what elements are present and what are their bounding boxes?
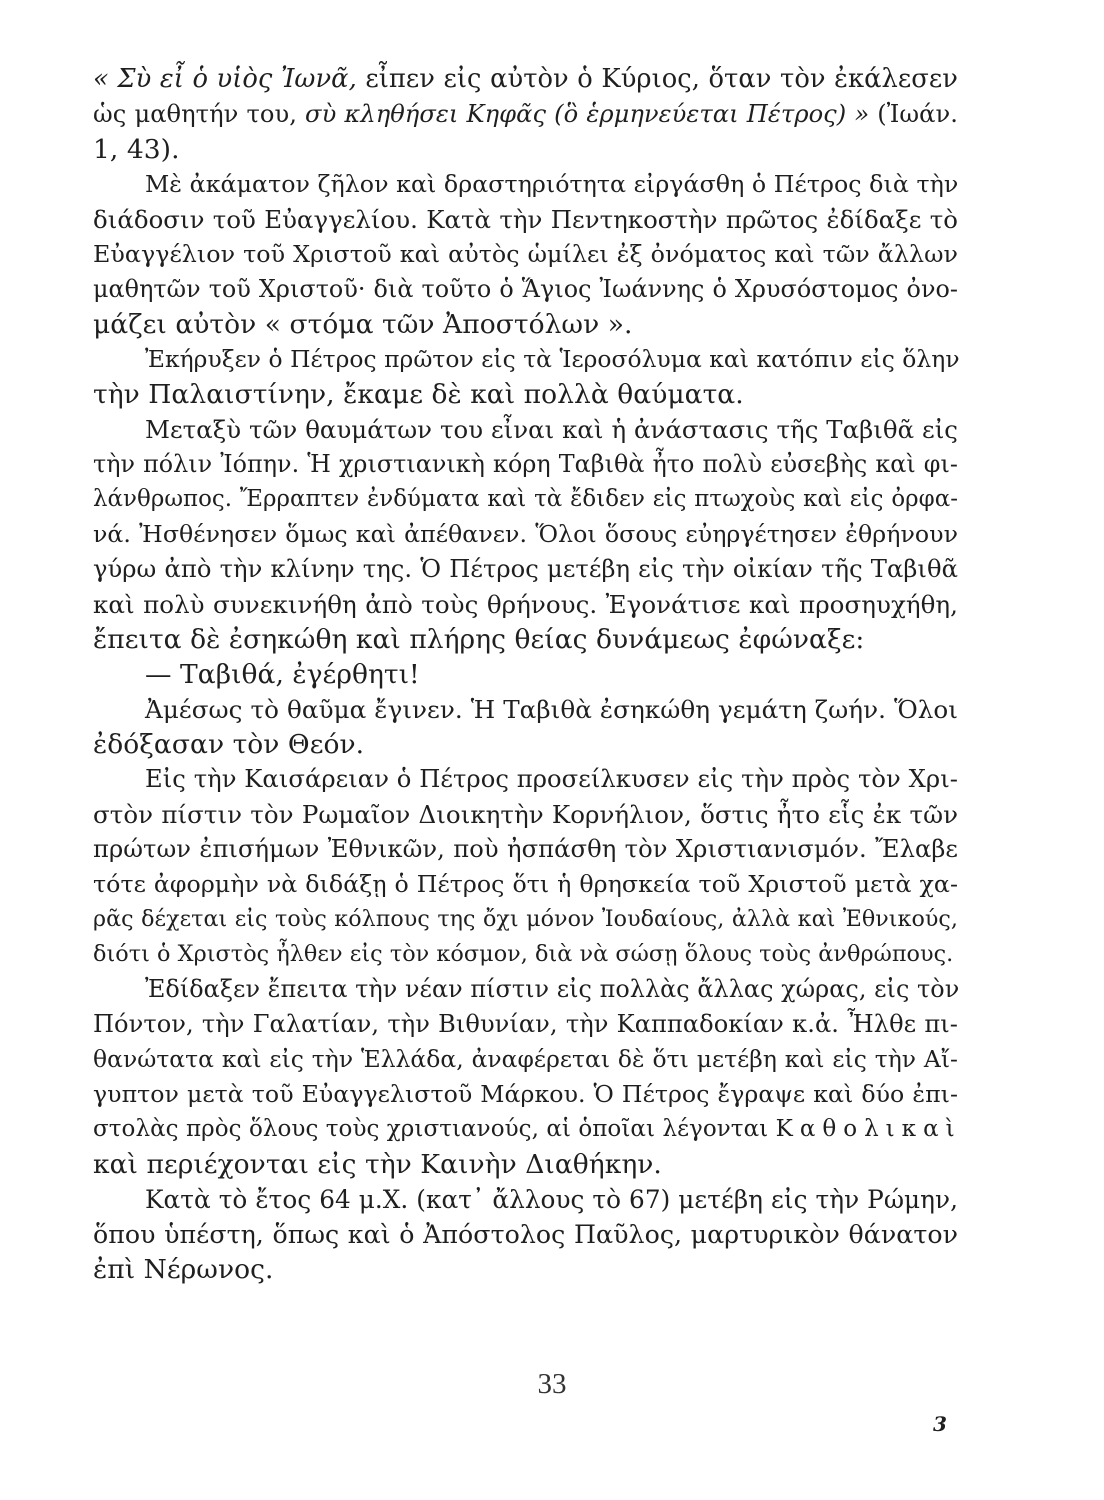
page-number: 33 bbox=[537, 1368, 567, 1400]
text-line: τὴν Παλαιστίνην, ἔκαμε δὲ καὶ πολλὰ θαύματα. bbox=[93, 379, 744, 410]
text-line: Κατὰ τὸ ἔτος 64 μ.Χ. (κατ᾽ ἄλλους τὸ 67) μετέβη εἰς τὴν Ρώμην, bbox=[145, 1185, 958, 1214]
text-line: τὴν πόλιν Ἰόπην. Ἡ χριστιανικὴ κόρη Ταβιθὰ ἦτο πολὺ εὐσεβὴς καὶ φι- bbox=[93, 450, 958, 478]
signature-mark: 3 bbox=[933, 1412, 947, 1436]
text-line: Εἰς τὴν Καισάρειαν ὁ Πέτρος προσείλκυσεν εἰς τὴν πρὸς τὸν Χρι- bbox=[145, 765, 958, 793]
text-line: ἐπὶ Νέρωνος. bbox=[93, 1254, 274, 1285]
text-line: διότι ὁ Χριστὸς ἦλθεν εἰς τὸν κόσμον, διὰ νὰ σώσῃ ὅλους τοὺς ἀνθρώπους. bbox=[93, 941, 954, 967]
italic-text: « Σὺ εἶ ὁ υἱὸς Ἰωνᾶ, bbox=[93, 64, 357, 94]
paragraph bbox=[93, 1182, 958, 1287]
text-line: καὶ περιέχονται εἰς τὴν Καινὴν Διαθήκην. bbox=[93, 1149, 662, 1180]
text-line: στὸν πίστιν τὸν Ρωμαῖον Διοικητὴν Κορνήλιον, ὅστις ἦτο εἷς ἐκ τῶν bbox=[93, 800, 958, 829]
text-line: — Ταβιθά, ἐγέρθητι! bbox=[145, 659, 420, 690]
text-line: Πόντον, τὴν Γαλατίαν, τὴν Βιθυνίαν, τὴν Καππαδοκίαν κ.ἀ. Ἦλθε πι- bbox=[93, 1010, 958, 1038]
text-span: ὡς μαθητήν του, bbox=[93, 100, 306, 128]
text-span: εἶπεν εἰς αὐτὸν ὁ Κύριος, ὅταν τὸν ἐκάλεσεν bbox=[356, 64, 958, 94]
text-line: Μεταξὺ τῶν θαυμάτων του εἶναι καὶ ἡ ἀνάστασις τῆς Ταβιθᾶ εἰς bbox=[145, 415, 958, 444]
text-span: στολὰς πρὸς ὅλους τοὺς χριστιανούς, αἱ ὁποῖαι λέγονται bbox=[93, 1116, 776, 1142]
text-line: πρώτων ἐπισήμων Ἐθνικῶν, ποὺ ἠσπάσθη τὸν Χριστιανισμόν. Ἔλαβε bbox=[93, 835, 958, 863]
text-line: Ἀμέσως τὸ θαῦμα ἔγινεν. Ἡ Ταβιθὰ ἐσηκώθη γεμάτη ζωήν. Ὅλοι bbox=[145, 695, 958, 724]
page-body bbox=[93, 62, 962, 1287]
spaced-text: Καθολικαὶ bbox=[775, 1116, 962, 1142]
text-line: μάζει αὐτὸν « στόμα τῶν Ἀποστόλων ». bbox=[93, 309, 633, 340]
text-line: γυπτον μετὰ τοῦ Εὐαγγελιστοῦ Μάρκου. Ὁ Πέτρος ἔγραψε καὶ δύο ἐπι- bbox=[93, 1080, 958, 1108]
text-line: διάδοσιν τοῦ Εὐαγγελίου. Κατὰ τὴν Πεντηκοστὴν πρῶτος ἐδίδαξε τὸ bbox=[93, 205, 958, 234]
text-line: νά. Ἠσθένησεν ὅμως καὶ ἀπέθανεν. Ὅλοι ὅσους εὐηργέτησεν ἐθρήνουν bbox=[93, 520, 958, 548]
text-line: ὅπου ὑπέστη, ὅπως καὶ ὁ Ἀπόστολος Παῦλος, μαρτυρικὸν θάνατον bbox=[93, 1220, 958, 1249]
text-line bbox=[93, 1112, 962, 1147]
text-line: ἐδόξασαν τὸν Θεόν. bbox=[93, 729, 365, 760]
paragraph bbox=[93, 342, 958, 412]
text-line: λάνθρωπος. Ἔρραπτεν ἐνδύματα καὶ τὰ ἔδιδεν εἰς πτωχοὺς καὶ εἰς ὀρφα- bbox=[93, 486, 958, 512]
paragraph bbox=[93, 167, 958, 342]
text-line: γύρω ἀπὸ τὴν κλίνην της. Ὁ Πέτρος μετέβη εἰς τὴν οἰκίαν τῆς Ταβιθᾶ bbox=[93, 555, 958, 583]
paragraph bbox=[93, 692, 958, 762]
paragraph bbox=[93, 412, 958, 657]
paragraph bbox=[93, 657, 958, 692]
text-line: μαθητῶν τοῦ Χριστοῦ· διὰ τοῦτο ὁ Ἅγιος Ἰωάννης ὁ Χρυσόστομος ὀνο- bbox=[93, 275, 958, 303]
paragraph bbox=[93, 62, 958, 167]
text-line bbox=[93, 132, 958, 167]
text-line: καὶ πολὺ συνεκινήθη ἀπὸ τοὺς θρήνους. Ἐγονάτισε καὶ προσηυχήθη, bbox=[93, 590, 958, 619]
text-line bbox=[93, 62, 958, 97]
text-line: Ἐκήρυξεν ὁ Πέτρος πρῶτον εἰς τὰ Ἱεροσόλυμα καὶ κατόπιν εἰς ὅλην bbox=[145, 345, 960, 373]
text-span: (Ἰωάν. bbox=[869, 100, 958, 128]
text-line: Εὐαγγέλιον τοῦ Χριστοῦ καὶ αὐτὸς ὡμίλει ἐξ ὀνόματος καὶ τῶν ἄλλων bbox=[93, 240, 958, 268]
text-line: τότε ἀφορμὴν νὰ διδάξῃ ὁ Πέτρος ὅτι ἡ θρησκεία τοῦ Χριστοῦ μετὰ χα- bbox=[93, 870, 958, 898]
italic-text: σὺ κληθήσει Κηφᾶς (ὃ ἑρμηνεύεται Πέτρος) » bbox=[305, 100, 870, 128]
text-line bbox=[93, 97, 958, 132]
text-span: 1, 43). bbox=[93, 134, 180, 165]
paragraph bbox=[93, 972, 962, 1182]
text-line: ρᾶς δέχεται εἰς τοὺς κόλπους της ὄχι μόνον Ἰουδαίους, ἀλλὰ καὶ Ἐθνικούς, bbox=[93, 906, 958, 932]
text-line: ἔπειτα δὲ ἐσηκώθη καὶ πλήρης θείας δυνάμεως ἐφώναξε: bbox=[93, 624, 865, 655]
text-line: θανώτατα καὶ εἰς τὴν Ἑλλάδα, ἀναφέρεται δὲ ὅτι μετέβη καὶ εἰς τὴν Αἴ- bbox=[93, 1045, 958, 1073]
paragraph bbox=[93, 762, 958, 972]
text-line: Μὲ ἀκάματον ζῆλον καὶ δραστηριότητα εἰργάσθη ὁ Πέτρος διὰ τὴν bbox=[145, 170, 959, 198]
text-line: Ἐδίδαξεν ἔπειτα τὴν νέαν πίστιν εἰς πολλὰς ἄλλας χώρας, εἰς τὸν bbox=[145, 975, 960, 1003]
